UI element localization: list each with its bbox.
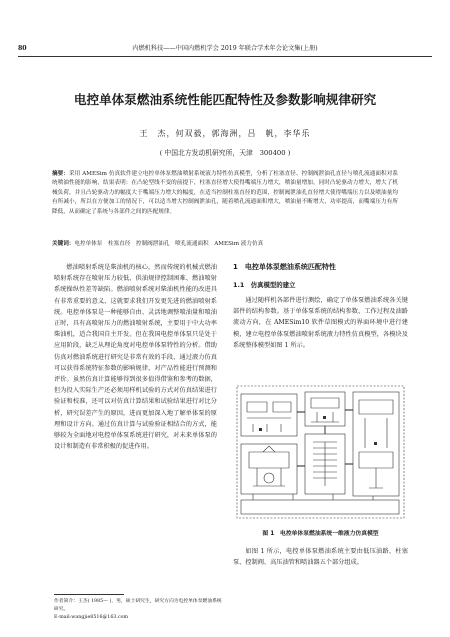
- author-list: 王 杰，何双毅，郭海洲，吕 帆，李华乐: [139, 129, 311, 138]
- page-number: 80: [18, 45, 27, 52]
- paper-title: 电控单体泵燃油系统性能匹配特性及参数影响规律研究: [73, 92, 377, 107]
- keywords: [52, 240, 398, 249]
- control-valve-module: [305, 392, 345, 426]
- low-pressure-components: [247, 402, 291, 432]
- abstract: [52, 170, 398, 217]
- affiliation: ( 中国北方发动机研究所，天津 300400 ): [159, 149, 291, 157]
- node-marker: [374, 442, 377, 445]
- figure-1-simulation-diagram: [233, 382, 408, 522]
- footnote-author-info: 作者简介：王杰( 1985— )，男，硕士研究生，研究方向为电控单体泵燃油系统研究。: [54, 599, 222, 612]
- low-pressure-module: [241, 394, 297, 436]
- plunger-pump-module: [241, 444, 297, 494]
- keywords-text: 电控单体泵 柱塞直径 控制阀泄油孔 喷孔流通面积 AMESim 液力仿真: [74, 241, 264, 247]
- footnote-email: E-mail:wangjie8516@163.com: [54, 615, 129, 620]
- pipe-components: [313, 442, 337, 486]
- cam-symbol: [264, 473, 274, 483]
- running-head: [18, 44, 432, 57]
- section-heading: 1 电控单体泵燃油系统匹配特性: [233, 263, 336, 271]
- journal-name: 内燃机科技——中国内燃机学会 2019 年联合学术年会论文集(上册): [132, 45, 318, 52]
- intro-paragraph: 燃油喷射系统是柴油机的核心，然而传统的机械式燃油喷射系统存在喷射压力较低、供油规律控制困难、燃油喷射系统操纵性差等缺陷。燃油喷射系统对柴油机性能的改进具有非常重要的意义，这就要求我们开发更先进的燃油喷射系统。电控单体泵是一种能够自由、灵活地调整喷油量和喷油正时，具有高喷射压力的燃油喷射系统，主要用于中大功率柴油机，适合我国自主开发。但在我国电控单体泵只是处于应用阶段，缺乏从理论角度对电控单体泵特性的分析。借助仿真对燃油系统进行研究是非常有效的手段，通过液力仿真可以获得系统特征参数的影响规律，对产品性能进行预测和评价。虽然仿真计算能够得到很多值得借鉴和参考的数据，但为投入实际生产还必须用样机试验的方式对仿真结果进行验证和校准，还可以对仿真计算结果和试验结果进行对比分析，研究误差产生的原因，进而更加深入地了解单体泵的原理和设计方向。通过仿真计算与试验验证相结合的方式，能够较为全面地对电控单体泵系统进行研究，对未来单体泵的设计和制造有非常积极的促进作用。: [54, 264, 217, 451]
- subsection-heading: 1.1 仿真模型的建立: [233, 281, 296, 289]
- node-marker: [259, 428, 262, 431]
- abstract-text: 采用 AMESim 仿真软件建立电控单体泵燃油喷射系统液力特性仿真模型，分析了柱塞直径、控制阀泄油孔直径与喷孔流通面积对系统喷油性能的影响，结果表明：在凸轮型线不变的前提下，柱塞直径增大使得嘴端压力增大，喷油量增加，同时凸轮驱动力增大，增大了机械负荷，并且凸轮驱动力的幅度大于嘴端压力增大的幅度，在适当控制柱塞直径的范围，控制阀泄油孔直径增大使得嘴端压力以及喷油量均有所减小，所以在方便加工的情况下，可以适当增大控制阀泄油孔，随着喷孔流通面积增大，喷油量不断增大，功率提高，而嘴端压力有所降低，从而确定了系统与各部件之间的匹配规律。: [52, 171, 398, 215]
- figure-caption: 图 1 电控单体泵燃油系统一维液力仿真模型: [262, 531, 379, 537]
- amesim-schematic: [233, 382, 408, 522]
- pump-components: [249, 446, 289, 486]
- keywords-label: 关键词：: [52, 241, 75, 247]
- footnote-rule: [54, 594, 124, 595]
- model-paragraph: 通过随样机各部件进行测绘，确定了单体泵燃油系统各关键部件的结构参数。基于单体泵系统的结构参数、工作过程及油路流动方向，在 AMESim10 软件草图模式的界面环境中进行建模，建立电控单体泵燃油喷射系统液力特性仿真模型，各模块及系统整体模型如图 1 所示。: [233, 297, 408, 349]
- system-paragraph: 如图 1 所示，电控单体泵燃油系统主要由低压油路、柱塞泵、控制阀、高压油管和喷油器五个部分组成。: [233, 548, 408, 567]
- node-marker: [323, 416, 326, 419]
- footnote: [54, 598, 224, 622]
- signal-bus: [241, 500, 399, 514]
- abstract-label: 摘要：: [52, 171, 70, 177]
- signal-lines: [253, 494, 373, 500]
